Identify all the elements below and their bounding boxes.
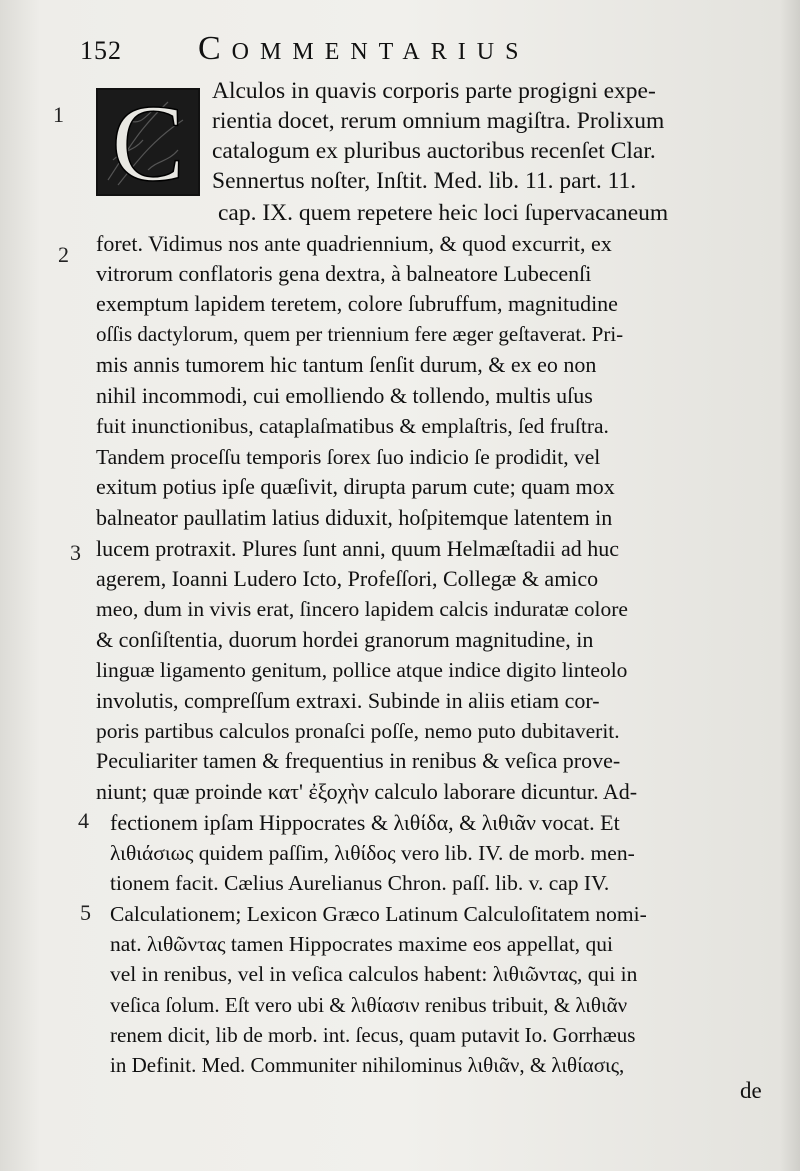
text-line: niunt; quæ proinde κατ' ἐξοχὴν calculo laborare dicuntur. Ad- — [96, 779, 638, 804]
text-line: vel in renibus, vel in veſica calculos habent: λιθιῶντας, qui in — [110, 962, 638, 986]
text-line: Tandem proceſſu temporis ſorex ſuo indicio ſe prodidit, vel — [96, 445, 601, 469]
text-line: Alculos in quavis corporis parte progigni expe- — [212, 78, 656, 104]
text-line: renem dicit, lib de morb. int. ſecus, quam putavit Io. Gorrhæus — [110, 1023, 636, 1047]
text-line: Calculationem; Lexicon Græco Latinum Calculoſitatem nomi- — [110, 902, 647, 926]
text-line: oſſis dactylorum, quem per triennium fere æger geſtaverat. Pri- — [96, 322, 624, 346]
text-line: poris partibus calculos pronaſci poſſe, nemo puto dubitaverit. — [96, 719, 620, 743]
page-number: 152 — [80, 36, 122, 65]
text-line: vitrorum conflatoris gena dextra, à balneatore Lubecenſi — [96, 261, 592, 286]
text-line: balneator paullatim latius diduxit, hoſpitemque latentem in — [96, 505, 613, 530]
margin-note-number: 2 — [58, 242, 69, 267]
drop-cap-ornament-icon — [98, 90, 198, 194]
margin-note-number: 1 — [53, 102, 64, 127]
text-line: Peculiariter tamen & frequentius in renibus & veſica prove- — [96, 748, 621, 773]
page-header — [80, 30, 700, 70]
text-line: nihil incommodi, cui emolliendo & tollendo, multis uſus — [96, 383, 593, 408]
text-line: nat. λιθῶντας tamen Hippocrates maxime eos appellat, qui — [110, 932, 614, 956]
text-line: meo, dum in vivis erat, ſincero lapidem calcis induratæ colore — [96, 597, 628, 621]
text-line: rientia docet, rerum omnium magiſtra. Prolixum — [212, 108, 665, 134]
catchword: de — [740, 1078, 762, 1103]
text-line: Sennertus noſter, Inſtit. Med. lib. 11. part. 11. — [212, 168, 637, 194]
text-line: veſica ſolum. Eſt vero ubi & λιθίασιν renibus tribuit, & λιθιᾶν — [110, 993, 628, 1017]
text-line: catalogum ex pluribus auctoribus recenſet Clar. — [212, 138, 656, 164]
text-line: λιθιάσιως quidem paſſim, λιθίδος vero lib. IV. de morb. men- — [110, 841, 635, 865]
text-line: agerem, Ioanni Ludero Icto, Profeſſori, Collegæ & amico — [96, 566, 599, 591]
decorated-initial — [96, 88, 200, 196]
text-line: tionem facit. Cælius Aurelianus Chron. paſſ. lib. v. cap IV. — [110, 871, 610, 895]
text-line: foret. Vidimus nos ante quadriennium, & quod excurrit, ex — [96, 231, 612, 256]
text-line: fectionem ipſam Hippocrates & λιθίδα, & λιθιᾶν vocat. Et — [110, 810, 620, 835]
text-line: lucem protraxit. Plures ſunt anni, quum Helmæſtadii ad huc — [96, 536, 620, 561]
margin-note-number: 5 — [80, 900, 91, 925]
text-line: mis annis tumorem hic tantum ſenſit durum, & ex eo non — [96, 352, 597, 377]
margin-note-number: 4 — [78, 808, 89, 833]
text-line: fuit inunctionibus, cataplaſmatibus & emplaſtris, ſed fruſtra. — [96, 414, 609, 438]
text-line: exemptum lapidem teretem, colore ſubruffum, magnitudine — [96, 291, 618, 316]
text-line: linguæ ligamento genitum, pollice atque indice digito linteolo — [96, 658, 628, 682]
text-line: exitum potius ipſe quæſivit, dirupta parum cute; quam mox — [96, 474, 615, 499]
text-line: in Definit. Med. Communiter nihilominus λιθιᾶν, & λιθίασις, — [110, 1053, 625, 1077]
margin-note-number: 3 — [70, 540, 81, 565]
text-line: involutis, compreſſum extraxi. Subinde in aliis etiam cor- — [96, 688, 600, 713]
text-line: cap. IX. quem repetere heic loci ſupervacaneum — [218, 200, 669, 226]
drop-cap-letter: C — [111, 90, 185, 194]
text-line: & conſiſtentia, duorum hordei granorum magnitudine, in — [96, 627, 594, 652]
running-head: Commentarius — [198, 30, 530, 67]
